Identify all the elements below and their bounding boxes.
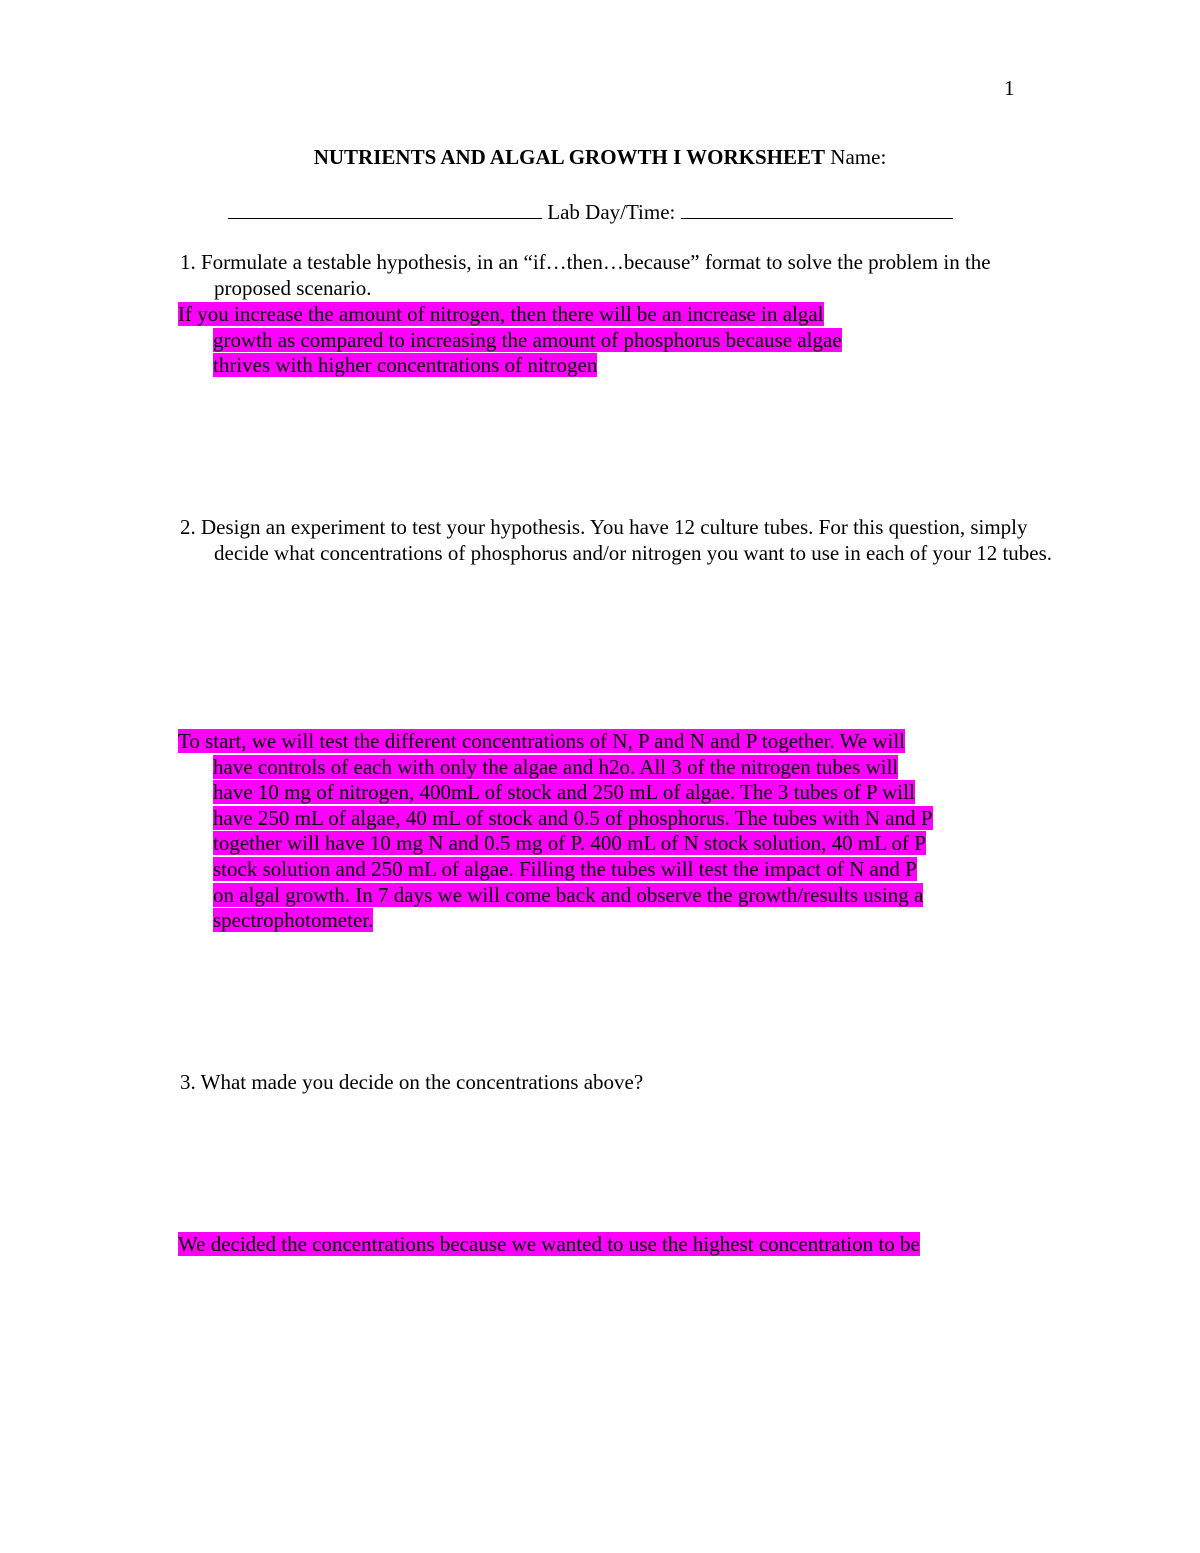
answer-line: stock solution and 250 mL of algae. Filling the tubes will test the impact of N and P xyxy=(213,856,917,881)
question-2: 2. Design an experiment to test your hypothesis. You have 12 culture tubes. For this question, simply decide what concentrations of phosphorus and/or nitrogen you want to use in each of your 12 tubes. xyxy=(180,515,1053,565)
answer-line: We decided the concentrations because we wanted to use the highest concentration to be xyxy=(178,1232,920,1256)
answer-line: To start, we will test the different concentrations of N, P and N and P together. We will xyxy=(178,729,906,753)
page-number: 1 xyxy=(1004,76,1015,100)
answer-2 xyxy=(178,729,1024,934)
answer-line: have 250 mL of algae, 40 mL of stock and 0.5 of phosphorus. The tubes with N and P xyxy=(213,805,933,830)
answer-line: on algal growth. In 7 days we will come back and observe the growth/results using a xyxy=(213,882,924,907)
answer-line: have 10 mg of nitrogen, 400mL of stock and 250 mL of algae. The 3 tubes of P will xyxy=(213,780,915,805)
answer-1 xyxy=(178,302,1024,379)
question-3: 3. What made you decide on the concentrations above? xyxy=(180,1070,644,1094)
answer-line: together will have 10 mg N and 0.5 mg of P. 400 mL of N stock solution, 40 mL of P xyxy=(213,831,926,856)
lab-day-time-blank[interactable] xyxy=(681,198,953,219)
worksheet-header xyxy=(0,145,1200,171)
lab-day-time-label: Lab Day/Time: xyxy=(547,200,676,224)
answer-line: thrives with higher concentrations of nitrogen xyxy=(213,353,598,378)
answer-line: If you increase the amount of nitrogen, then there will be an increase in algal xyxy=(178,302,824,326)
answer-line: have controls of each with only the algae and h2o. All 3 of the nitrogen tubes will xyxy=(213,754,899,779)
answer-line: spectrophotometer. xyxy=(213,908,374,933)
name-label: Name: xyxy=(830,145,887,169)
name-lab-line xyxy=(228,198,953,226)
name-blank[interactable] xyxy=(228,198,542,219)
question-1: 1. Formulate a testable hypothesis, in an “if…then…because” format to solve the problem in the proposed scenario. xyxy=(180,250,991,300)
worksheet-title: NUTRIENTS AND ALGAL GROWTH I WORKSHEET xyxy=(313,145,826,169)
answer-line: growth as compared to increasing the amount of phosphorus because algae xyxy=(213,327,842,352)
answer-3 xyxy=(178,1232,1024,1258)
